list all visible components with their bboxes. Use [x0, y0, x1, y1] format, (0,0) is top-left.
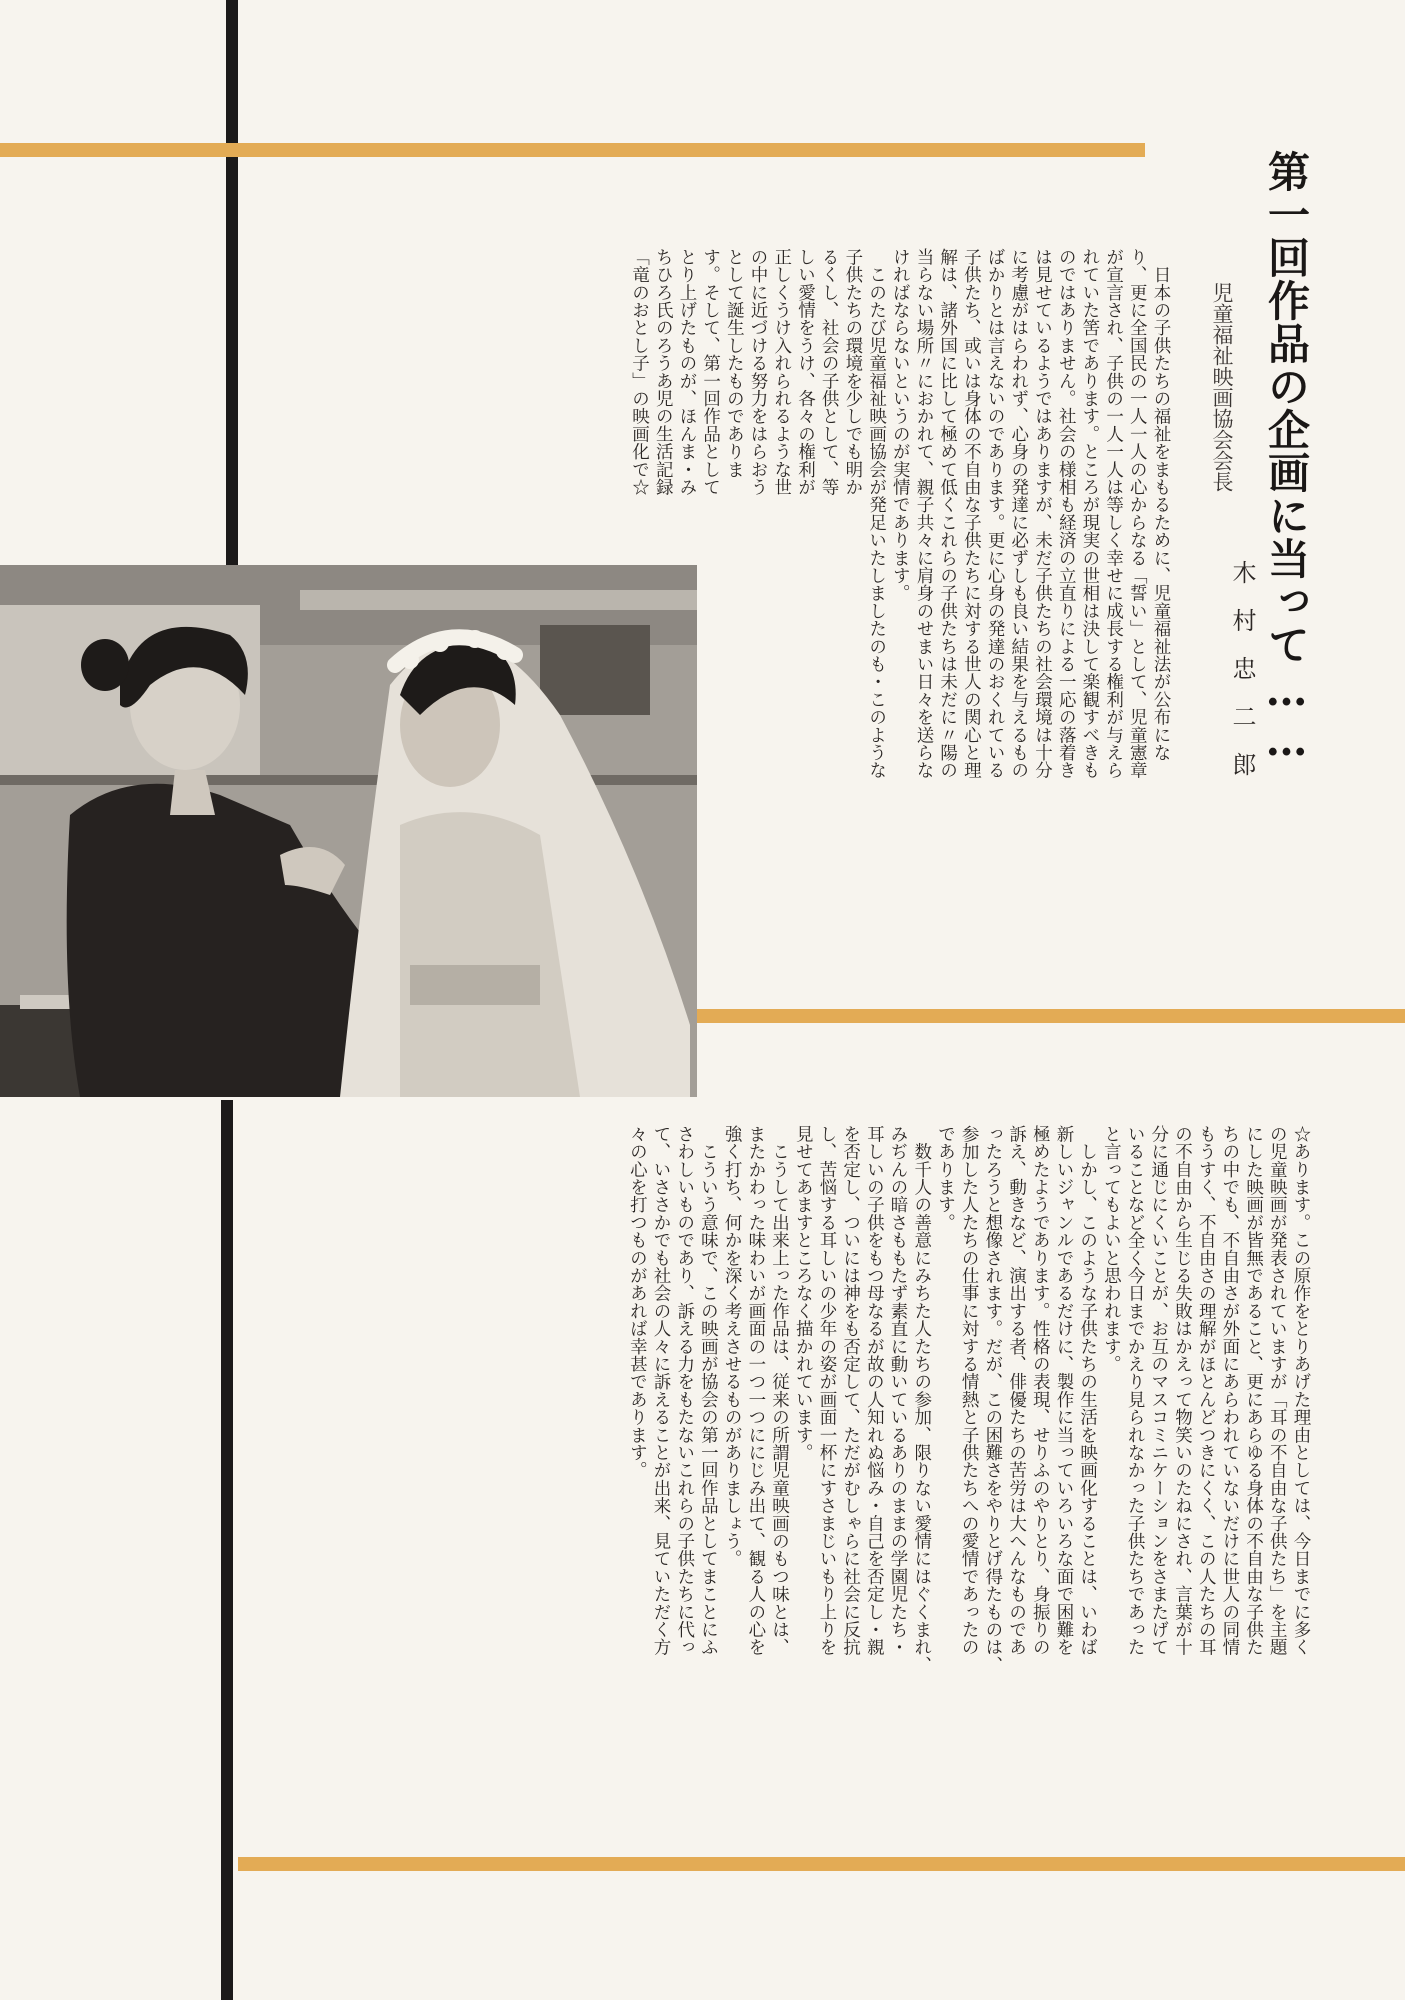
text-line: ちひろ氏のろうあ児の生活記録: [653, 248, 674, 496]
text-line: もうすく、不自由さの理解がほとんどつきにくく、この人たちの耳: [1196, 1125, 1217, 1656]
text-line: の中に近づける努力をはらおう: [748, 248, 769, 496]
text-line: 分に通じにくいことが、お互のマスコミニケーションをさまたげて: [1148, 1125, 1169, 1656]
text-line: 強く打ち、何かを深く考えさせるものがありましょう。: [722, 1125, 743, 1568]
text-line: ければならないというのが実情であります。: [890, 248, 911, 602]
author-role: 児童福祉映画協会会長: [1210, 282, 1234, 492]
text-line: ばかりとは言えないのであります。更に心身の発達のおくれている: [985, 248, 1006, 779]
article-body-upper: [627, 248, 1172, 920]
text-line: す。そして、第一回作品として: [700, 248, 721, 496]
text-line: 当らない場所〃におかれて、親子共々に肩身のせまい日々を送らな: [913, 248, 934, 779]
text-line: て、いささかでも社会の人々に訴えることが出来、見ていただく方: [651, 1125, 672, 1656]
text-line: 日本の子供たちの福祉をまもるために、児童福祉法が公布にな: [1151, 248, 1171, 762]
text-line: ったろうと想像されます。だが、この困難さをやりとげ得たものは、: [982, 1125, 1003, 1674]
text-line: の不自由から生じる失敗はかえって物笑いのたねにされ、言葉が十: [1172, 1125, 1193, 1656]
text-line: とり上げたものが、ほんま・み: [676, 248, 697, 496]
text-line: し、苦悩する耳しいの少年の姿が画面一杯にすさまじいもり上りを: [816, 1125, 837, 1656]
text-line: 訴え、動きなど、演出する者、俳優たちの苦労は大へんなものであ: [1006, 1125, 1027, 1656]
text-line: を否定し、ついには神をも否定して、ただがむしゃらに社会に反抗: [840, 1125, 861, 1656]
text-line: こうして出来上った作品は、従来の所謂児童映画のもつ味とは、: [769, 1125, 790, 1656]
vertical-rule-top: [226, 0, 238, 568]
text-line: のではありません。社会の様相も経済の立直りによる一応の落着き: [1056, 248, 1077, 779]
film-still-illustration: [0, 565, 697, 1097]
article-title: 第一回作品の企画に当って……: [1262, 150, 1311, 766]
vertical-rule-bottom: [221, 1100, 233, 2000]
text-line: 「竜のおとし子」の映画化で☆: [629, 248, 650, 496]
text-line: 耳しいの子供をもつ母なるが故の人知れぬ悩み・自己を否定し・親: [864, 1125, 885, 1656]
text-line: 子供たちの環境を少しでも明か: [842, 248, 863, 496]
accent-band-bottom: [238, 1857, 1405, 1871]
text-line: 々の心を打つものがあれば幸甚であります。: [627, 1125, 648, 1479]
accent-band-middle: [697, 1009, 1405, 1023]
text-line: ☆あります。この原作をとりあげた理由としては、今日までに多く: [1291, 1125, 1311, 1656]
text-line: しかし、このような子供たちの生活を映画化することは、いわば: [1077, 1125, 1098, 1656]
text-line: いることなど全く今日までかえり見られなかった子供たちであった: [1125, 1125, 1146, 1656]
text-line: 子供たち、或いは身体の不自由な子供たちに対する世人の関心と理: [961, 248, 982, 779]
text-line: しい愛情をうけ、各々の権利が: [795, 248, 816, 496]
text-line: に考慮がはらわれず、心身の発達に必ずしも良い結果を与えるもの: [1008, 248, 1029, 779]
text-line: として誕生したものでありま: [724, 248, 745, 479]
text-line: であります。: [935, 1125, 956, 1232]
text-line: にした映画が皆無であること、更にあらゆる身体の不自由な子供た: [1243, 1125, 1264, 1656]
text-line: こういう意味で、この映画が協会の第一回作品としてまことにふ: [698, 1125, 719, 1656]
text-line: 極めたようであります。性格の表現、せりふのやりとり、身振りの: [1030, 1125, 1051, 1656]
accent-band-top: [0, 143, 1145, 157]
text-line: 解は、諸外国に比して極めて低くこれらの子供たちは未だに〃陽の: [937, 248, 958, 779]
text-line: みぢんの暗さももたず素直に動いているありのままの学園児たち・: [888, 1125, 909, 1656]
text-line: れていた筈であります。ところが現実の世相は決して楽観すべきも: [1079, 248, 1100, 779]
text-line: と言ってもよいと思われます。: [1101, 1125, 1122, 1373]
text-line: またかわった味わいが画面の一つ一つににじみ出て、観る人の心を: [745, 1125, 766, 1656]
text-line: 正しくうけ入れられるような世: [771, 248, 792, 496]
text-line: は見せているようではありますが、未だ子供たちの社会環境は十分: [1032, 248, 1053, 779]
text-line: 参加した人たちの仕事に対する情熱と子供たちへの愛情であったの: [959, 1125, 980, 1656]
text-line: り、更に全国民の一人一人の心からなる「誓い」として、児童憲章: [1127, 248, 1148, 779]
text-line: が宣言され、子供の一人一人は等しく幸せに成長する権利が与えら: [1103, 248, 1124, 779]
article-body-lower: [625, 1125, 1312, 1805]
text-line: 新しいジャンルであるだけに、製作に当っていろいろな面で困難を: [1053, 1125, 1074, 1656]
text-line: 数千人の善意にみちた人たちの参加、限りない愛情にはぐくまれ、: [911, 1125, 932, 1674]
text-line: さわしいものであり、訴える力をもたないこれらの子供たちに代っ: [674, 1125, 695, 1656]
text-line: るくし、社会の子供として、等: [819, 248, 840, 496]
text-line: の児童映画が発表されていますが「耳の不自由な子供たち」を主題: [1267, 1125, 1288, 1656]
text-line: 見せてあますところなく描かれています。: [793, 1125, 814, 1462]
author-name: 木村忠二郎: [1228, 560, 1256, 800]
text-line: ちの中でも、不自由さが外面にあらわれていないだけに世人の同情: [1219, 1125, 1240, 1656]
film-still-photo: [0, 565, 697, 1097]
text-line: このたび児童福祉映画協会が発足いたしましたのも・このような: [866, 248, 887, 779]
